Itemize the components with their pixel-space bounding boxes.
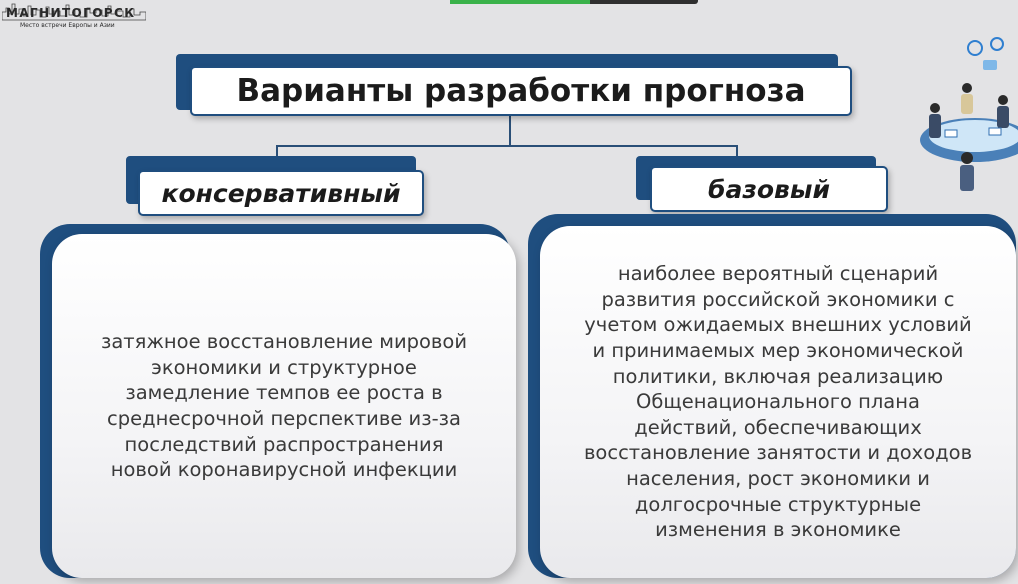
connector-horizontal <box>276 145 738 147</box>
city-logo <box>2 0 146 34</box>
label-base: базовый <box>650 166 888 212</box>
top-progress-bar <box>450 0 698 4</box>
logo-tagline: Место встречи Европы и Азии <box>20 22 115 29</box>
card-conservative-text: затяжное восстановление мировой экономики и структурное замедление темпов ее роста в среднесрочной перспективе из-за последствий распространения новой коронавирусной инфекции <box>100 330 468 482</box>
meeting-illustration-icon <box>905 30 1018 200</box>
connector-vertical-main <box>509 116 511 146</box>
diagram-title: Варианты разработки прогноза <box>190 66 852 116</box>
card-base-text: наиболее вероятный сценарий развития российской экономики с учетом ожидаемых внешних условий и принимаемых мер экономической политики, включая реализацию Общенационального плана действий, обеспечивающих восстановление занятости и доходов населения, рост экономики и долгосрочные структурные изменения в экономике <box>583 262 973 542</box>
label-conservative: консервативный <box>138 170 424 216</box>
card-conservative <box>52 234 516 578</box>
logo-name: МАГНИТОГОРСК <box>6 6 136 20</box>
top-progress-fill <box>450 0 590 4</box>
card-base <box>540 226 1016 578</box>
